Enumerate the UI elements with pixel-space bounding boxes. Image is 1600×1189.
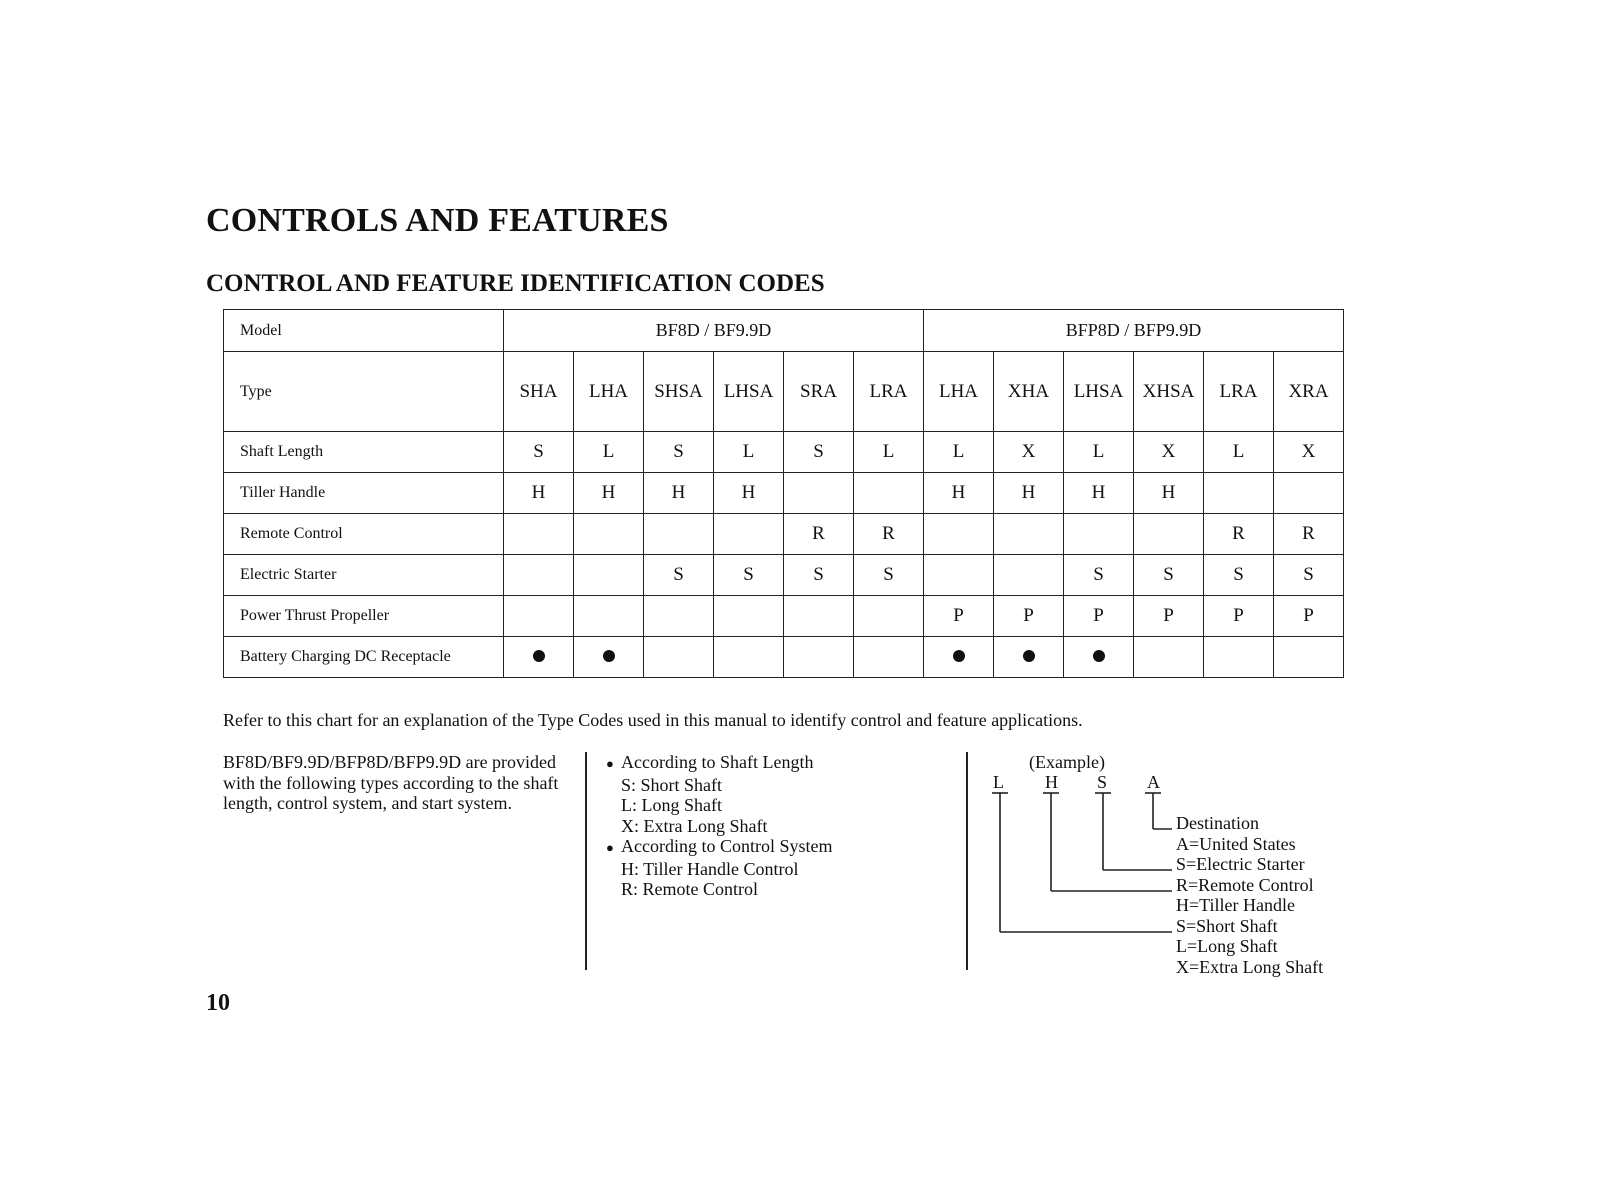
type-code-cell: SRA bbox=[784, 352, 854, 432]
legend-entry: L=Long Shaft bbox=[1176, 936, 1278, 956]
example-letter-shaft: L bbox=[993, 772, 1004, 792]
chart-reference-note: Refer to this chart for an explanation of the Type Codes used in this manual to identify control and feature applications. bbox=[223, 710, 1083, 730]
feature-code-cell: S bbox=[1274, 555, 1344, 596]
type-code-cell: XHSA bbox=[1134, 352, 1204, 432]
feature-code-cell: X bbox=[1274, 432, 1344, 473]
feature-code-cell: H bbox=[1134, 473, 1204, 514]
legend-entry: R=Remote Control bbox=[1176, 874, 1314, 895]
feature-code-cell: R bbox=[1204, 514, 1274, 555]
feature-code-cell: L bbox=[924, 432, 994, 473]
legend-entry: H=Tiller Handle bbox=[1176, 895, 1295, 915]
feature-code-cell: P bbox=[1064, 596, 1134, 637]
feature-code-cell: L bbox=[574, 432, 644, 473]
list-item-text: X: Extra Long Shaft bbox=[621, 815, 768, 836]
type-code-cell: LHSA bbox=[1064, 352, 1134, 432]
feature-code-cell: L bbox=[854, 432, 924, 473]
feature-code-cell: R bbox=[784, 514, 854, 555]
feature-label: Tiller Handle bbox=[224, 473, 504, 514]
feature-code-cell: P bbox=[924, 596, 994, 637]
type-code-cell: LRA bbox=[1204, 352, 1274, 432]
type-code-cell: LRA bbox=[854, 352, 924, 432]
feature-label: Remote Control bbox=[224, 514, 504, 555]
list-item-text: R: Remote Control bbox=[621, 879, 758, 899]
feature-code-cell: S bbox=[1204, 555, 1274, 596]
feature-code-cell: H bbox=[714, 473, 784, 514]
bullet-icon: ● bbox=[606, 756, 614, 771]
type-label: Type bbox=[224, 352, 504, 432]
list-item-text: S: Short Shaft bbox=[621, 774, 723, 795]
feature-code-cell: S bbox=[1064, 555, 1134, 596]
type-code-cell: XHA bbox=[994, 352, 1064, 432]
feature-code-cell: L bbox=[714, 432, 784, 473]
feature-code-cell: L bbox=[1064, 432, 1134, 473]
feature-code-cell: R bbox=[1274, 514, 1344, 555]
feature-code-cell: H bbox=[504, 473, 574, 514]
page-number: 10 bbox=[206, 990, 230, 1016]
feature-label: Power Thrust Propeller bbox=[224, 596, 504, 637]
feature-code-cell: S bbox=[784, 432, 854, 473]
list-item-text: L: Long Shaft bbox=[621, 795, 722, 815]
intro-paragraph: BF8D/BF9.9D/BFP8D/BFP9.9D are provided with the following types according to the shaft length, control system, and start system. bbox=[223, 752, 559, 813]
feature-code-cell: X bbox=[1134, 432, 1204, 473]
feature-code-cell: P bbox=[994, 596, 1064, 637]
page-title: CONTROLS AND FEATURES bbox=[206, 202, 669, 239]
feature-code-cell: S bbox=[854, 555, 924, 596]
type-code-cell: LHSA bbox=[714, 352, 784, 432]
example-letter-starter: S bbox=[1097, 772, 1108, 792]
type-code-cell: SHSA bbox=[644, 352, 714, 432]
type-code-cell: XRA bbox=[1274, 352, 1344, 432]
feature-code-cell: S bbox=[644, 432, 714, 473]
type-code-cell: LHA bbox=[574, 352, 644, 432]
feature-code-cell: S bbox=[784, 555, 854, 596]
example-caption: (Example) bbox=[1029, 752, 1105, 772]
feature-label: Battery Charging DC Receptacle bbox=[224, 637, 504, 678]
legend-entry: X=Extra Long Shaft bbox=[1176, 956, 1324, 977]
feature-label: Electric Starter bbox=[224, 555, 504, 596]
feature-code-cell: S bbox=[714, 555, 784, 596]
feature-code-cell: L bbox=[1204, 432, 1274, 473]
type-code-cell: SHA bbox=[504, 352, 574, 432]
feature-code-cell: S bbox=[1134, 555, 1204, 596]
feature-code-cell: R bbox=[854, 514, 924, 555]
feature-code-cell: P bbox=[1204, 596, 1274, 637]
legend-entry: S=Electric Starter bbox=[1176, 854, 1305, 874]
feature-code-cell: H bbox=[994, 473, 1064, 514]
model-bf-header: BF8D / BF9.9D bbox=[504, 310, 924, 352]
legend-entry: Destination bbox=[1176, 813, 1259, 833]
feature-code-cell: S bbox=[504, 432, 574, 473]
list-item-text: According to Shaft Length bbox=[621, 752, 814, 772]
list-item-text: According to Control System bbox=[621, 836, 833, 856]
feature-code-cell: X bbox=[994, 432, 1064, 473]
feature-code-cell: P bbox=[1134, 596, 1204, 637]
section-subtitle: CONTROL AND FEATURE IDENTIFICATION CODES bbox=[206, 270, 825, 297]
legend-entry: A=United States bbox=[1176, 833, 1296, 854]
model-label: Model bbox=[224, 310, 504, 352]
bullet-icon: ● bbox=[606, 840, 614, 855]
type-code-cell: LHA bbox=[924, 352, 994, 432]
feature-code-cell: S bbox=[644, 555, 714, 596]
legend-entry: S=Short Shaft bbox=[1176, 915, 1278, 936]
feature-code-cell: H bbox=[924, 473, 994, 514]
feature-code-cell: P bbox=[1274, 596, 1344, 637]
feature-code-cell: H bbox=[574, 473, 644, 514]
feature-label: Shaft Length bbox=[224, 432, 504, 473]
feature-code-cell: H bbox=[644, 473, 714, 514]
example-legend bbox=[1176, 813, 1323, 977]
model-bfp-header: BFP8D / BFP9.9D bbox=[924, 310, 1344, 352]
feature-code-cell: H bbox=[1064, 473, 1134, 514]
example-letter-destination: A bbox=[1147, 772, 1160, 792]
example-letter-control: H bbox=[1045, 772, 1058, 792]
list-item-text: H: Tiller Handle Control bbox=[621, 858, 799, 879]
